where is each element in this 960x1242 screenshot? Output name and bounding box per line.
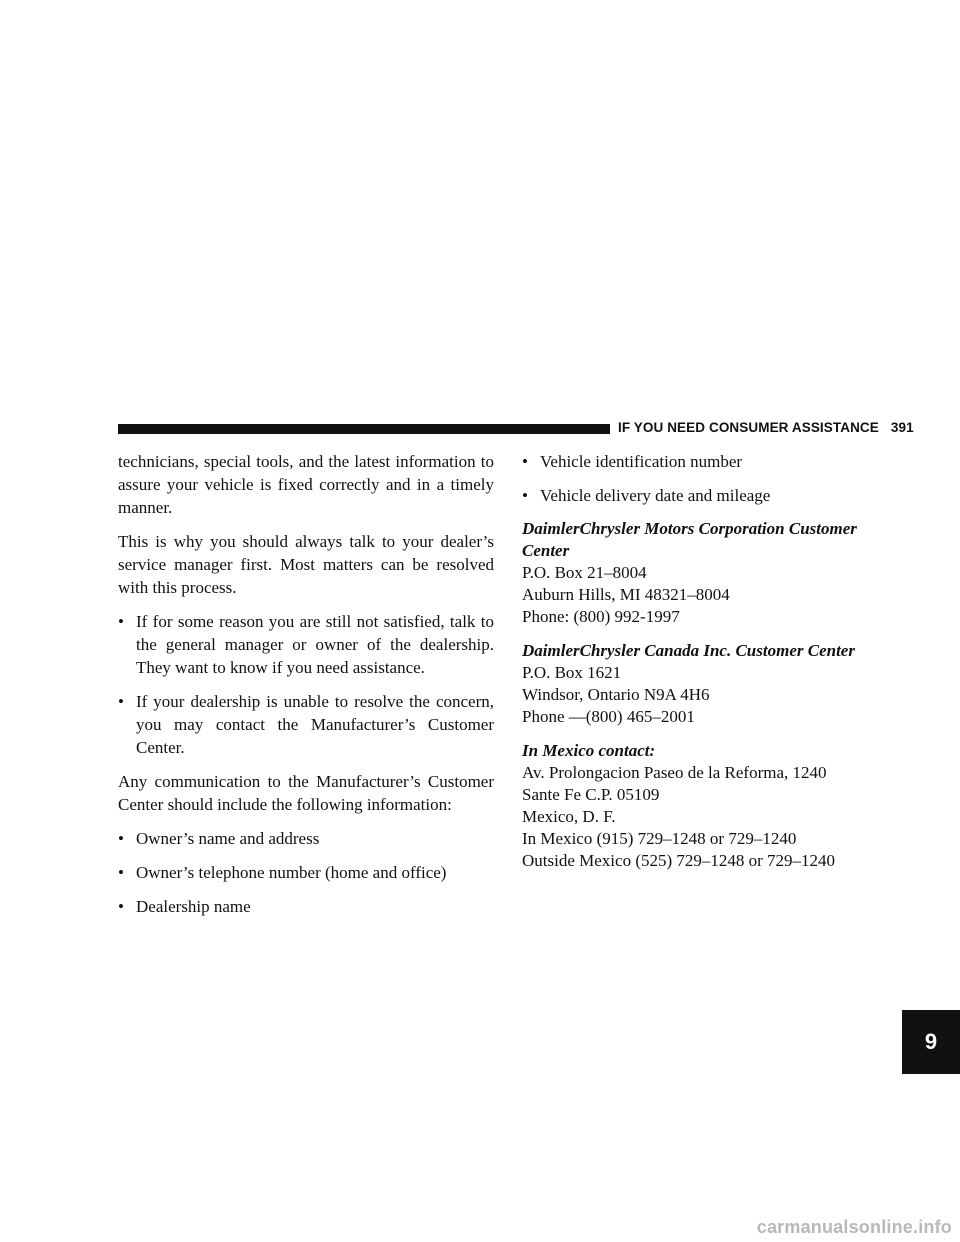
bullet-icon: • [118,612,124,631]
canada-center-city: Windsor, Ontario N9A 4H6 [522,685,710,704]
header-rule [118,424,610,434]
bullet-icon: • [118,692,124,711]
list-item-text: Dealership name [136,897,251,916]
list-item-text: Owner’s telephone number (home and office) [136,863,447,882]
running-header [618,420,914,435]
right-column [522,450,902,884]
mexico-contact [522,740,902,872]
list-item [522,450,902,473]
info-list [118,827,494,918]
mexico-city: Mexico, D. F. [522,807,616,826]
list-item [118,827,494,850]
canada-center-pobox: P.O. Box 1621 [522,663,622,682]
list-item [118,610,494,679]
section-tab: 9 [902,1010,960,1074]
bullet-icon: • [522,452,528,471]
list-item [118,861,494,884]
list-item-text: Owner’s name and address [136,829,320,848]
canada-center-phone: Phone —(800) 465–2001 [522,707,695,726]
us-center-pobox: P.O. Box 21–8004 [522,563,647,582]
mexico-postal: Sante Fe C.P. 05109 [522,785,660,804]
mexico-street: Av. Prolongacion Paseo de la Reforma, 1240 [522,763,827,782]
watermark: carmanualsonline.info [756,1217,952,1237]
us-center-phone: Phone: (800) 992-1997 [522,607,680,626]
paragraph-dealer: This is why you should always talk to your dealer’s service manager first. Most matters can be resolved with this process. [118,532,494,597]
left-column [118,450,494,929]
escalation-list [118,610,494,759]
bullet-icon: • [118,897,124,916]
list-item [118,895,494,918]
list-item [522,484,902,507]
list-item [118,690,494,759]
paragraph-communication: Any communication to the Manufacturer’s Customer Center should include the following information: [118,772,494,814]
canada-center-heading: DaimlerChrysler Canada Inc. Customer Center [522,641,855,660]
section-title: IF YOU NEED CONSUMER ASSISTANCE [618,420,879,435]
mexico-heading: In Mexico contact: [522,741,656,760]
info-list-continued [522,450,902,507]
list-item-text: If your dealership is unable to resolve the concern, you may contact the Manufacturer’s Customer Center. [136,692,494,757]
us-center-city: Auburn Hills, MI 48321–8004 [522,585,730,604]
list-item-text: Vehicle identification number [540,452,743,471]
bullet-icon: • [522,486,528,505]
us-customer-center [522,518,902,628]
list-item-text: If for some reason you are still not satisfied, talk to the general manager or owner of the dealership. They want to know if you need assistance. [136,612,494,677]
paragraph-intro: technicians, special tools, and the latest information to assure your vehicle is fixed correctly and in a timely manner. [118,452,494,517]
us-center-heading: DaimlerChrysler Motors Corporation Customer Center [522,519,857,560]
bullet-icon: • [118,829,124,848]
list-item-text: Vehicle delivery date and mileage [540,486,771,505]
canada-customer-center [522,640,902,728]
mexico-phone-outside: Outside Mexico (525) 729–1248 or 729–1240 [522,851,836,870]
page-number: 391 [890,420,914,435]
bullet-icon: • [118,863,124,882]
mexico-phone-local: In Mexico (915) 729–1248 or 729–1240 [522,829,797,848]
